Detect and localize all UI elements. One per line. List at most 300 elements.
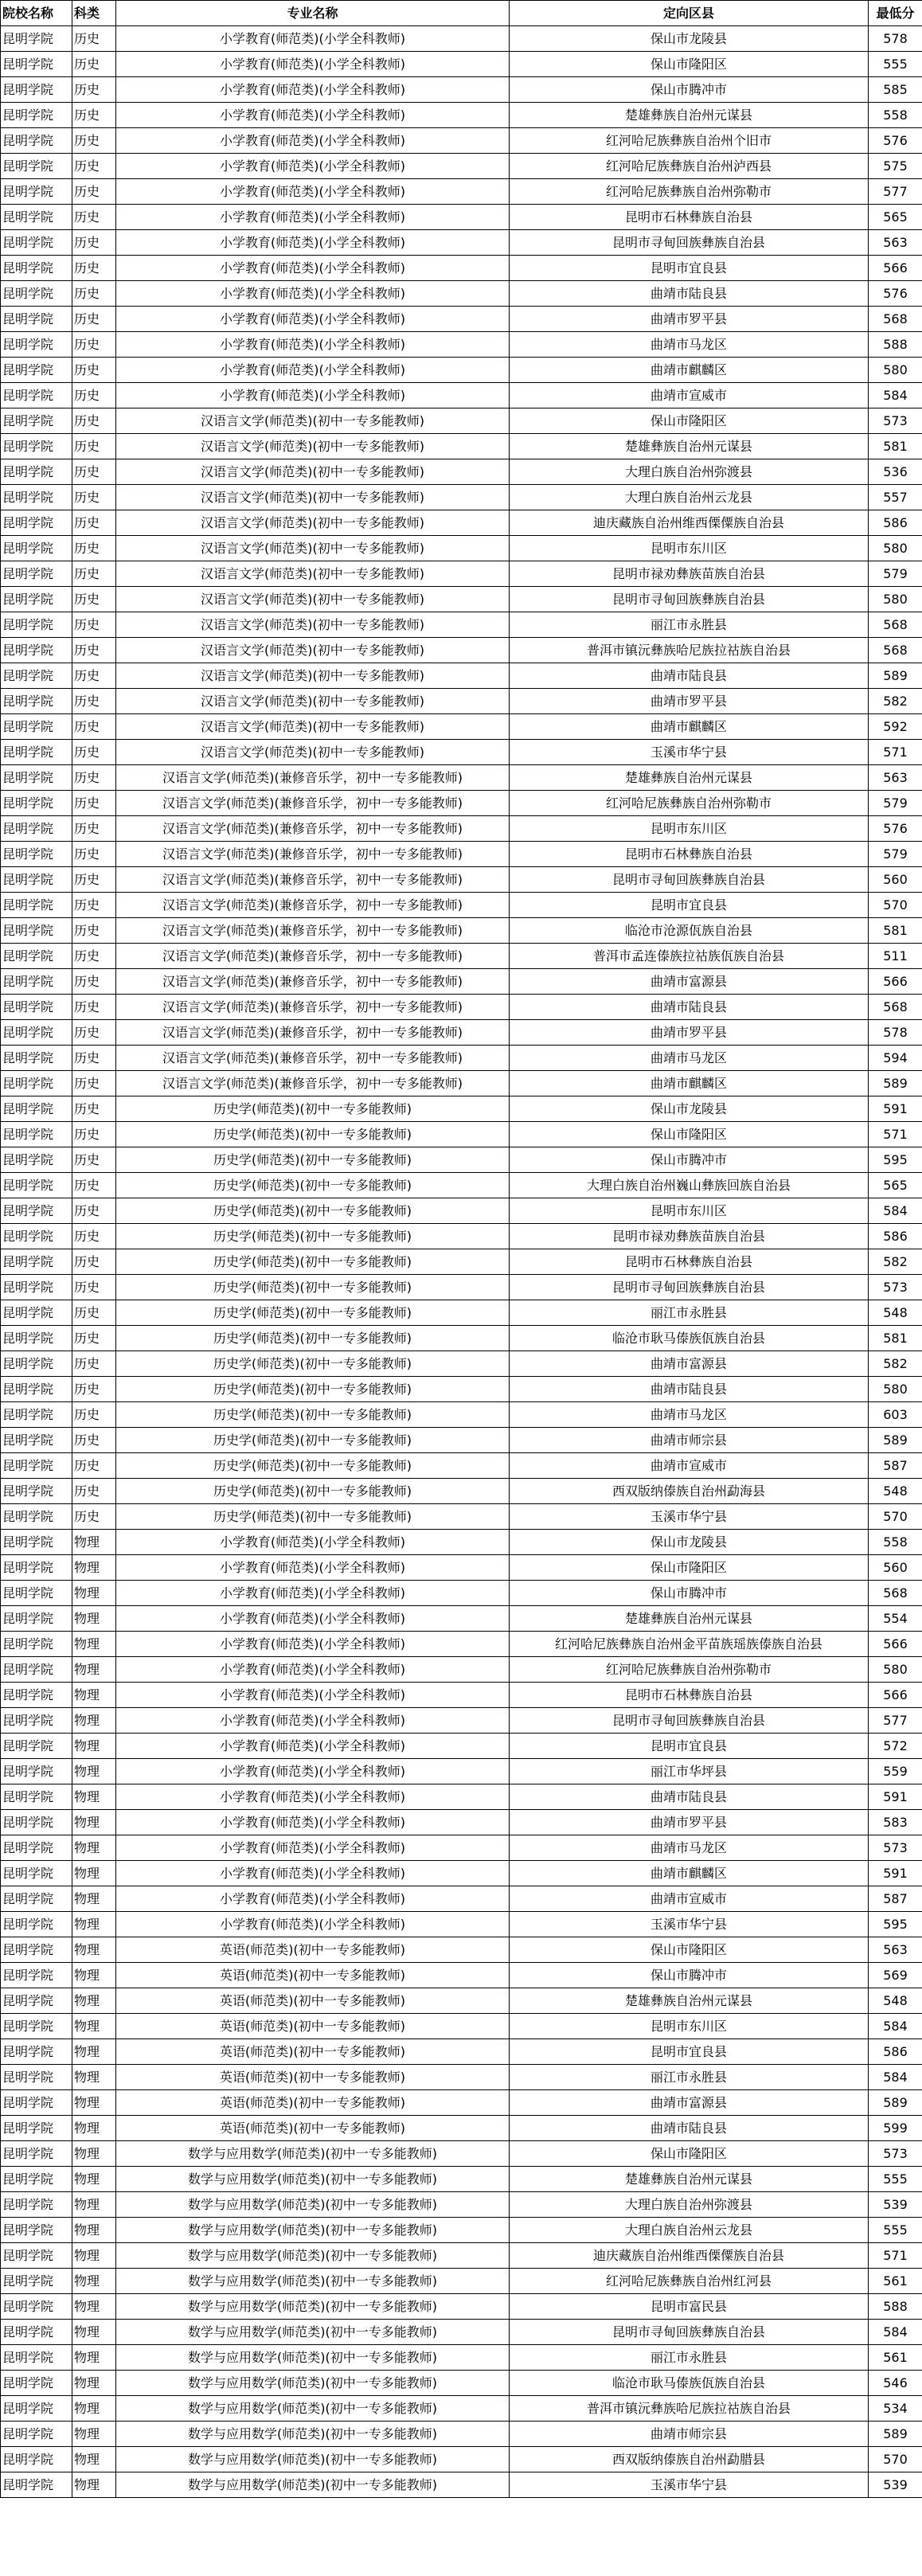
cell-min-score: 548 [869, 1300, 922, 1326]
cell-major: 数学与应用数学(师范类)(初中一专多能教师) [116, 2141, 510, 2167]
cell-min-score: 589 [869, 663, 922, 689]
cell-min-score: 566 [869, 256, 922, 281]
cell-major: 小学教育(师范类)(小学全科教师) [116, 1632, 510, 1657]
cell-subject: 物理 [72, 1886, 116, 1912]
table-row [1, 77, 922, 103]
cell-region: 曲靖市麒麟区 [510, 358, 869, 383]
cell-school: 昆明学院 [1, 1683, 72, 1708]
cell-major: 历史学(师范类)(初中一专多能教师) [116, 1173, 510, 1198]
cell-major: 小学教育(师范类)(小学全科教师) [116, 103, 510, 128]
cell-major: 数学与应用数学(师范类)(初中一专多能教师) [116, 2294, 510, 2320]
cell-major: 小学教育(师范类)(小学全科教师) [116, 1784, 510, 1810]
cell-min-score: 536 [869, 459, 922, 485]
table-row [1, 1402, 922, 1428]
cell-min-score: 589 [869, 2090, 922, 2116]
cell-min-score: 571 [869, 1122, 922, 1147]
cell-region: 曲靖市罗平县 [510, 307, 869, 332]
cell-region: 西双版纳傣族自治州勐腊县 [510, 2447, 869, 2472]
table-row [1, 1046, 922, 1071]
cell-major: 汉语言文学(师范类)(兼修音乐学，初中一专多能教师) [116, 867, 510, 893]
cell-min-score: 587 [869, 1886, 922, 1912]
cell-subject: 物理 [72, 2090, 116, 2116]
cell-school: 昆明学院 [1, 1402, 72, 1428]
cell-region: 昆明市东川区 [510, 1198, 869, 1224]
cell-region: 曲靖市罗平县 [510, 1020, 869, 1046]
cell-major: 小学教育(师范类)(小学全科教师) [116, 1912, 510, 1937]
cell-min-score: 588 [869, 332, 922, 358]
cell-subject: 历史 [72, 689, 116, 714]
cell-subject: 历史 [72, 358, 116, 383]
cell-min-score: 582 [869, 1249, 922, 1275]
cell-subject: 历史 [72, 1249, 116, 1275]
table-row [1, 510, 922, 536]
cell-subject: 历史 [72, 1046, 116, 1071]
table-row [1, 307, 922, 332]
cell-subject: 历史 [72, 52, 116, 77]
cell-major: 历史学(师范类)(初中一专多能教师) [116, 1504, 510, 1530]
cell-subject: 历史 [72, 995, 116, 1020]
cell-school: 昆明学院 [1, 179, 72, 205]
cell-subject: 物理 [72, 1657, 116, 1683]
table-row [1, 1683, 922, 1708]
cell-region: 红河哈尼族彝族自治州个旧市 [510, 128, 869, 154]
table-row [1, 256, 922, 281]
cell-major: 小学教育(师范类)(小学全科教师) [116, 1734, 510, 1759]
cell-major: 数学与应用数学(师范类)(初中一专多能教师) [116, 2167, 510, 2192]
cell-region: 大理白族自治州云龙县 [510, 2218, 869, 2243]
table-row [1, 1300, 922, 1326]
cell-major: 英语(师范类)(初中一专多能教师) [116, 2065, 510, 2090]
cell-major: 汉语言文学(师范类)(初中一专多能教师) [116, 689, 510, 714]
cell-school: 昆明学院 [1, 1122, 72, 1147]
cell-major: 汉语言文学(师范类)(兼修音乐学，初中一专多能教师) [116, 969, 510, 995]
table-row [1, 2320, 922, 2345]
cell-min-score: 559 [869, 1759, 922, 1784]
cell-major: 汉语言文学(师范类)(初中一专多能教师) [116, 459, 510, 485]
cell-region: 曲靖市马龙区 [510, 1402, 869, 1428]
cell-min-score: 585 [869, 77, 922, 103]
cell-major: 小学教育(师范类)(小学全科教师) [116, 281, 510, 307]
cell-min-score: 569 [869, 1963, 922, 1988]
cell-subject: 历史 [72, 1479, 116, 1504]
cell-min-score: 581 [869, 434, 922, 459]
cell-school: 昆明学院 [1, 1810, 72, 1835]
cell-subject: 历史 [72, 1428, 116, 1453]
cell-region: 楚雄彝族自治州元谋县 [510, 2167, 869, 2192]
cell-region: 曲靖市宣威市 [510, 383, 869, 408]
cell-school: 昆明学院 [1, 1020, 72, 1046]
cell-major: 英语(师范类)(初中一专多能教师) [116, 1988, 510, 2014]
table-row [1, 765, 922, 791]
cell-subject: 历史 [72, 1071, 116, 1096]
cell-min-score: 561 [869, 2269, 922, 2294]
cell-region: 保山市腾冲市 [510, 1581, 869, 1606]
cell-subject: 物理 [72, 2447, 116, 2472]
cell-min-score: 584 [869, 1198, 922, 1224]
cell-subject: 物理 [72, 2218, 116, 2243]
cell-subject: 物理 [72, 2116, 116, 2141]
cell-school: 昆明学院 [1, 1708, 72, 1734]
cell-min-score: 586 [869, 2039, 922, 2065]
cell-min-score: 565 [869, 1173, 922, 1198]
cell-min-score: 548 [869, 1988, 922, 2014]
cell-subject: 历史 [72, 1326, 116, 1351]
table-row [1, 944, 922, 969]
cell-min-score: 592 [869, 714, 922, 740]
cell-min-score: 575 [869, 154, 922, 179]
cell-major: 英语(师范类)(初中一专多能教师) [116, 1937, 510, 1963]
cell-region: 丽江市永胜县 [510, 2345, 869, 2371]
cell-region: 曲靖市富源县 [510, 2090, 869, 2116]
cell-region: 曲靖市师宗县 [510, 2422, 869, 2447]
cell-major: 小学教育(师范类)(小学全科教师) [116, 26, 510, 52]
cell-school: 昆明学院 [1, 1835, 72, 1861]
cell-min-score: 568 [869, 612, 922, 638]
table-row [1, 1657, 922, 1683]
cell-region: 临沧市耿马傣族佤族自治县 [510, 1326, 869, 1351]
cell-major: 小学教育(师范类)(小学全科教师) [116, 307, 510, 332]
cell-region: 丽江市华坪县 [510, 1759, 869, 1784]
cell-major: 小学教育(师范类)(小学全科教师) [116, 1606, 510, 1632]
cell-school: 昆明学院 [1, 1326, 72, 1351]
cell-major: 汉语言文学(师范类)(兼修音乐学，初中一专多能教师) [116, 918, 510, 944]
table-row [1, 2116, 922, 2141]
cell-subject: 历史 [72, 485, 116, 510]
cell-school: 昆明学院 [1, 1249, 72, 1275]
cell-major: 历史学(师范类)(初中一专多能教师) [116, 1402, 510, 1428]
table-row [1, 867, 922, 893]
cell-major: 汉语言文学(师范类)(初中一专多能教师) [116, 485, 510, 510]
cell-subject: 物理 [72, 1963, 116, 1988]
cell-subject: 物理 [72, 2396, 116, 2422]
cell-region: 曲靖市罗平县 [510, 1810, 869, 1835]
cell-subject: 物理 [72, 2472, 116, 2498]
cell-major: 历史学(师范类)(初中一专多能教师) [116, 1326, 510, 1351]
cell-subject: 历史 [72, 103, 116, 128]
cell-subject: 历史 [72, 663, 116, 689]
cell-school: 昆明学院 [1, 2294, 72, 2320]
cell-region: 丽江市永胜县 [510, 612, 869, 638]
cell-min-score: 584 [869, 383, 922, 408]
cell-region: 昆明市寻甸回族彝族自治县 [510, 2320, 869, 2345]
cell-region: 玉溪市华宁县 [510, 2472, 869, 2498]
table-row [1, 2447, 922, 2472]
cell-school: 昆明学院 [1, 1173, 72, 1198]
cell-school: 昆明学院 [1, 1147, 72, 1173]
cell-subject: 历史 [72, 842, 116, 867]
cell-school: 昆明学院 [1, 2472, 72, 2498]
cell-min-score: 578 [869, 26, 922, 52]
cell-major: 小学教育(师范类)(小学全科教师) [116, 358, 510, 383]
cell-school: 昆明学院 [1, 1453, 72, 1479]
table-row [1, 1122, 922, 1147]
cell-min-score: 565 [869, 205, 922, 230]
cell-min-score: 576 [869, 816, 922, 842]
cell-subject: 物理 [72, 1683, 116, 1708]
cell-school: 昆明学院 [1, 918, 72, 944]
cell-major: 英语(师范类)(初中一专多能教师) [116, 1963, 510, 1988]
cell-major: 小学教育(师范类)(小学全科教师) [116, 1810, 510, 1835]
cell-major: 历史学(师范类)(初中一专多能教师) [116, 1122, 510, 1147]
cell-region: 楚雄彝族自治州元谋县 [510, 103, 869, 128]
cell-major: 小学教育(师范类)(小学全科教师) [116, 1581, 510, 1606]
cell-major: 汉语言文学(师范类)(兼修音乐学，初中一专多能教师) [116, 816, 510, 842]
cell-region: 曲靖市师宗县 [510, 1428, 869, 1453]
table-row [1, 1326, 922, 1351]
cell-major: 汉语言文学(师范类)(初中一专多能教师) [116, 408, 510, 434]
cell-region: 昆明市东川区 [510, 536, 869, 561]
cell-subject: 物理 [72, 1912, 116, 1937]
cell-school: 昆明学院 [1, 893, 72, 918]
cell-min-score: 555 [869, 2218, 922, 2243]
table-row [1, 434, 922, 459]
cell-school: 昆明学院 [1, 1504, 72, 1530]
cell-school: 昆明学院 [1, 307, 72, 332]
cell-school: 昆明学院 [1, 2167, 72, 2192]
cell-major: 历史学(师范类)(初中一专多能教师) [116, 1453, 510, 1479]
cell-school: 昆明学院 [1, 52, 72, 77]
table-row [1, 1606, 922, 1632]
cell-subject: 历史 [72, 1147, 116, 1173]
table-row [1, 638, 922, 663]
cell-major: 数学与应用数学(师范类)(初中一专多能教师) [116, 2218, 510, 2243]
cell-min-score: 586 [869, 510, 922, 536]
cell-subject: 物理 [72, 1708, 116, 1734]
table-row [1, 714, 922, 740]
cell-subject: 历史 [72, 1300, 116, 1326]
cell-major: 英语(师范类)(初中一专多能教师) [116, 2039, 510, 2065]
cell-min-score: 560 [869, 1555, 922, 1581]
cell-region: 普洱市孟连傣族拉祜族佤族自治县 [510, 944, 869, 969]
cell-subject: 物理 [72, 2141, 116, 2167]
cell-school: 昆明学院 [1, 1963, 72, 1988]
table-row [1, 816, 922, 842]
cell-school: 昆明学院 [1, 2447, 72, 2472]
cell-min-score: 570 [869, 1504, 922, 1530]
cell-region: 昆明市东川区 [510, 2014, 869, 2039]
cell-school: 昆明学院 [1, 2422, 72, 2447]
cell-school: 昆明学院 [1, 1784, 72, 1810]
cell-min-score: 563 [869, 230, 922, 256]
cell-school: 昆明学院 [1, 638, 72, 663]
cell-min-score: 566 [869, 1632, 922, 1657]
cell-min-score: 580 [869, 358, 922, 383]
cell-major: 历史学(师范类)(初中一专多能教师) [116, 1479, 510, 1504]
table-row [1, 52, 922, 77]
cell-min-score: 586 [869, 1224, 922, 1249]
cell-min-score: 560 [869, 867, 922, 893]
cell-min-score: 534 [869, 2396, 922, 2422]
table-row [1, 2218, 922, 2243]
cell-school: 昆明学院 [1, 103, 72, 128]
cell-major: 汉语言文学(师范类)(兼修音乐学，初中一专多能教师) [116, 842, 510, 867]
cell-region: 昆明市宜良县 [510, 256, 869, 281]
cell-min-score: 558 [869, 103, 922, 128]
cell-min-score: 573 [869, 2141, 922, 2167]
cell-region: 红河哈尼族彝族自治州弥勒市 [510, 1657, 869, 1683]
cell-region: 大理白族自治州巍山彝族回族自治县 [510, 1173, 869, 1198]
cell-min-score: 584 [869, 2065, 922, 2090]
cell-major: 小学教育(师范类)(小学全科教师) [116, 1861, 510, 1886]
cell-school: 昆明学院 [1, 2269, 72, 2294]
cell-major: 汉语言文学(师范类)(兼修音乐学，初中一专多能教师) [116, 995, 510, 1020]
header-min-score: 最低分 [869, 1, 922, 26]
table-row [1, 612, 922, 638]
cell-school: 昆明学院 [1, 561, 72, 587]
cell-min-score: 582 [869, 1351, 922, 1377]
cell-min-score: 591 [869, 1096, 922, 1122]
table-row [1, 1759, 922, 1784]
cell-major: 小学教育(师范类)(小学全科教师) [116, 230, 510, 256]
table-header-row [1, 1, 922, 26]
cell-subject: 历史 [72, 281, 116, 307]
cell-school: 昆明学院 [1, 1988, 72, 2014]
cell-school: 昆明学院 [1, 1096, 72, 1122]
cell-subject: 物理 [72, 1835, 116, 1861]
cell-region: 曲靖市陆良县 [510, 2116, 869, 2141]
table-row [1, 1861, 922, 1886]
cell-region: 昆明市寻甸回族彝族自治县 [510, 1708, 869, 1734]
cell-min-score: 588 [869, 2294, 922, 2320]
cell-min-score: 568 [869, 307, 922, 332]
cell-subject: 物理 [72, 1988, 116, 2014]
cell-school: 昆明学院 [1, 26, 72, 52]
cell-subject: 历史 [72, 1173, 116, 1198]
cell-min-score: 570 [869, 893, 922, 918]
cell-region: 曲靖市马龙区 [510, 1835, 869, 1861]
table-row [1, 2039, 922, 2065]
cell-school: 昆明学院 [1, 663, 72, 689]
cell-school: 昆明学院 [1, 612, 72, 638]
cell-region: 保山市隆阳区 [510, 1937, 869, 1963]
table-row [1, 1784, 922, 1810]
table-row [1, 103, 922, 128]
cell-region: 红河哈尼族彝族自治州泸西县 [510, 154, 869, 179]
table-row [1, 995, 922, 1020]
cell-major: 历史学(师范类)(初中一专多能教师) [116, 1249, 510, 1275]
table-row [1, 1504, 922, 1530]
cell-subject: 历史 [72, 179, 116, 205]
cell-min-score: 599 [869, 2116, 922, 2141]
cell-major: 数学与应用数学(师范类)(初中一专多能教师) [116, 2472, 510, 2498]
cell-major: 历史学(师范类)(初中一专多能教师) [116, 1377, 510, 1402]
cell-subject: 物理 [72, 1632, 116, 1657]
cell-school: 昆明学院 [1, 1912, 72, 1937]
cell-major: 小学教育(师范类)(小学全科教师) [116, 179, 510, 205]
cell-min-score: 580 [869, 1377, 922, 1402]
table-row [1, 154, 922, 179]
cell-major: 历史学(师范类)(初中一专多能教师) [116, 1147, 510, 1173]
cell-min-score: 539 [869, 2192, 922, 2218]
table-row [1, 2472, 922, 2498]
table-row [1, 536, 922, 561]
cell-major: 汉语言文学(师范类)(兼修音乐学，初中一专多能教师) [116, 1046, 510, 1071]
table-row [1, 26, 922, 52]
cell-major: 历史学(师范类)(初中一专多能教师) [116, 1275, 510, 1300]
cell-subject: 历史 [72, 510, 116, 536]
cell-region: 红河哈尼族彝族自治州金平苗族瑶族傣族自治县 [510, 1632, 869, 1657]
cell-min-score: 595 [869, 1912, 922, 1937]
cell-school: 昆明学院 [1, 2116, 72, 2141]
cell-school: 昆明学院 [1, 154, 72, 179]
cell-region: 保山市龙陵县 [510, 1096, 869, 1122]
table-row [1, 179, 922, 205]
cell-min-score: 566 [869, 969, 922, 995]
table-row [1, 689, 922, 714]
cell-min-score: 577 [869, 179, 922, 205]
cell-school: 昆明学院 [1, 1632, 72, 1657]
cell-subject: 物理 [72, 1581, 116, 1606]
cell-major: 小学教育(师范类)(小学全科教师) [116, 1759, 510, 1784]
table-row [1, 1249, 922, 1275]
cell-subject: 物理 [72, 2192, 116, 2218]
cell-major: 小学教育(师范类)(小学全科教师) [116, 332, 510, 358]
cell-subject: 历史 [72, 1224, 116, 1249]
cell-min-score: 580 [869, 587, 922, 612]
cell-major: 汉语言文学(师范类)(初中一专多能教师) [116, 638, 510, 663]
cell-major: 数学与应用数学(师范类)(初中一专多能教师) [116, 2269, 510, 2294]
cell-region: 楚雄彝族自治州元谋县 [510, 1988, 869, 2014]
cell-subject: 物理 [72, 2345, 116, 2371]
cell-subject: 历史 [72, 1402, 116, 1428]
cell-min-score: 558 [869, 1530, 922, 1555]
table-row [1, 791, 922, 816]
cell-school: 昆明学院 [1, 1275, 72, 1300]
table-row [1, 2167, 922, 2192]
cell-region: 曲靖市陆良县 [510, 995, 869, 1020]
cell-school: 昆明学院 [1, 485, 72, 510]
table-row [1, 1351, 922, 1377]
cell-region: 昆明市寻甸回族彝族自治县 [510, 587, 869, 612]
cell-min-score: 578 [869, 1020, 922, 1046]
cell-subject: 历史 [72, 638, 116, 663]
cell-subject: 物理 [72, 1810, 116, 1835]
cell-subject: 历史 [72, 969, 116, 995]
cell-min-score: 561 [869, 2345, 922, 2371]
cell-major: 小学教育(师范类)(小学全科教师) [116, 1555, 510, 1581]
cell-school: 昆明学院 [1, 1300, 72, 1326]
cell-school: 昆明学院 [1, 995, 72, 1020]
cell-subject: 物理 [72, 2167, 116, 2192]
cell-region: 曲靖市麒麟区 [510, 714, 869, 740]
cell-school: 昆明学院 [1, 2065, 72, 2090]
table-row [1, 1632, 922, 1657]
cell-min-score: 581 [869, 1326, 922, 1351]
cell-region: 昆明市寻甸回族彝族自治县 [510, 1275, 869, 1300]
cell-min-score: 570 [869, 2447, 922, 2472]
cell-subject: 历史 [72, 714, 116, 740]
table-row [1, 663, 922, 689]
cell-school: 昆明学院 [1, 2371, 72, 2396]
cell-subject: 历史 [72, 1020, 116, 1046]
table-row [1, 408, 922, 434]
cell-min-score: 589 [869, 2422, 922, 2447]
cell-school: 昆明学院 [1, 2345, 72, 2371]
cell-subject: 历史 [72, 205, 116, 230]
cell-subject: 物理 [72, 2269, 116, 2294]
cell-school: 昆明学院 [1, 1581, 72, 1606]
cell-region: 西双版纳傣族自治州勐海县 [510, 1479, 869, 1504]
cell-school: 昆明学院 [1, 1657, 72, 1683]
cell-region: 迪庆藏族自治州维西傈僳族自治县 [510, 510, 869, 536]
header-school: 院校名称 [1, 1, 72, 26]
cell-min-score: 579 [869, 561, 922, 587]
table-row [1, 1963, 922, 1988]
table-body [1, 26, 922, 2498]
cell-min-score: 591 [869, 1861, 922, 1886]
cell-region: 曲靖市马龙区 [510, 332, 869, 358]
cell-region: 保山市龙陵县 [510, 26, 869, 52]
